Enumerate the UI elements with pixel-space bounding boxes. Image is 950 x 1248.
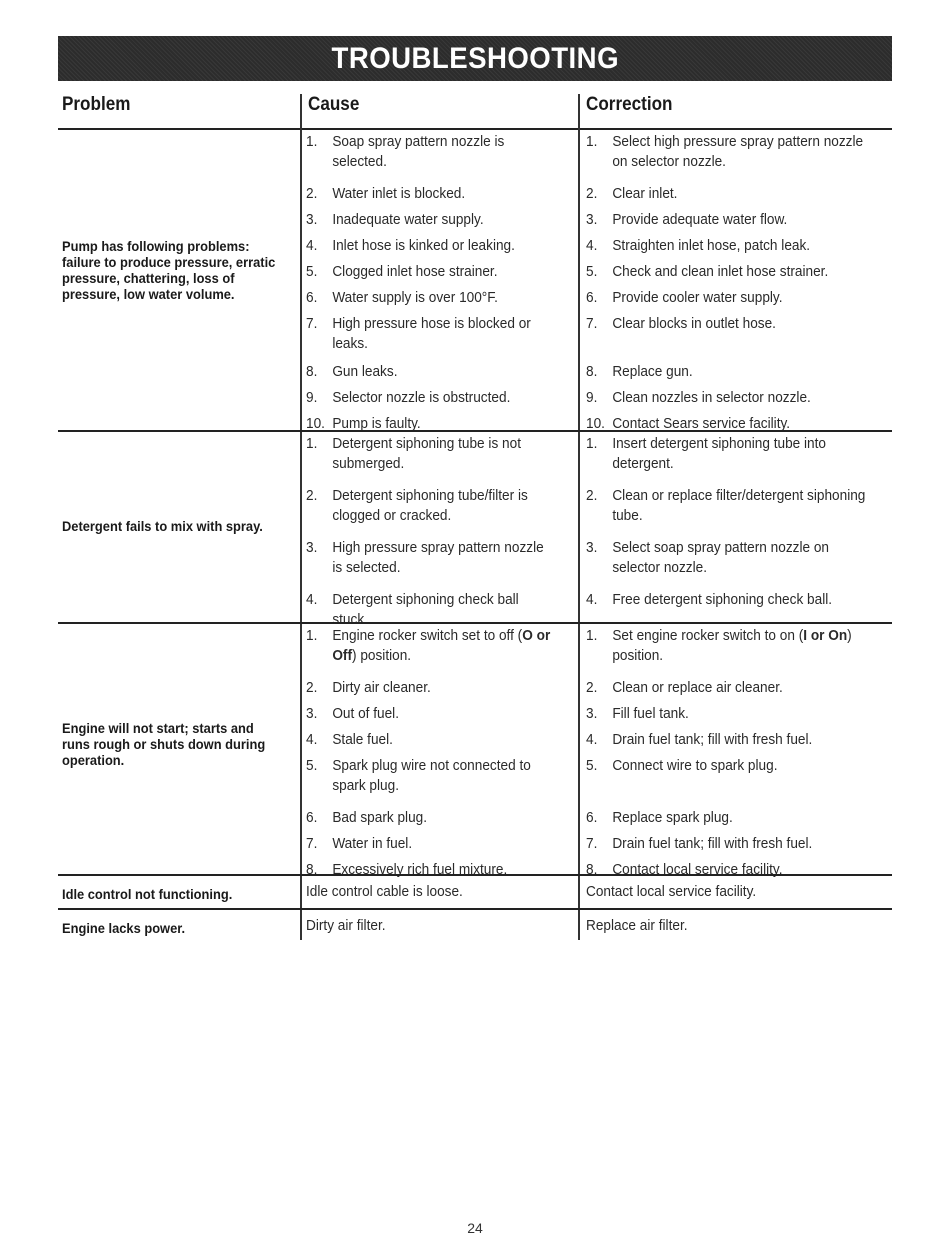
item-number: 1.: [586, 134, 598, 150]
item-number: 8.: [306, 364, 318, 380]
correction-cell: [586, 486, 868, 526]
item-number: 6.: [586, 810, 598, 826]
correction-text: Clean nozzles in selector nozzle.: [612, 390, 811, 406]
item-number: 8.: [306, 862, 318, 878]
correction-cell: [586, 236, 868, 256]
problem-group: [58, 908, 892, 946]
item-number: 1.: [306, 436, 318, 452]
correction-text: Provide cooler water supply.: [612, 290, 783, 306]
item-number: 3.: [306, 706, 318, 722]
item-number: 3.: [306, 212, 318, 228]
cause-cell: [306, 882, 552, 902]
correction-text: Drain fuel tank; fill with fresh fuel.: [612, 732, 813, 748]
correction-cell: [586, 678, 868, 698]
cause-cell: [306, 434, 552, 474]
correction-cell: [586, 626, 868, 666]
cause-text: Soap spray pattern nozzle is selected.: [332, 134, 505, 170]
cause-cell: [306, 486, 552, 526]
correction-text: Select high pressure spray pattern nozzle on selector nozzle.: [612, 134, 864, 170]
item-number: 7.: [586, 836, 598, 852]
correction-cell: [586, 538, 868, 578]
correction-cell: [586, 730, 868, 750]
cause-text: Inadequate water supply.: [332, 212, 484, 228]
cause-cell: [306, 730, 552, 750]
correction-text: [612, 626, 868, 666]
item-number: 2.: [586, 186, 598, 202]
item-number: 4.: [306, 238, 318, 254]
item-number: 9.: [306, 390, 318, 406]
item-number: 3.: [586, 540, 598, 556]
correction-text: Clean or replace air cleaner.: [612, 680, 783, 696]
problem-text: Pump has following problems: failure to produce pressure, erratic pressure, chattering, loss of pressure, low water volume.: [62, 238, 276, 302]
correction-cell: [586, 590, 868, 610]
cause-text: Pump is faulty.: [332, 416, 421, 432]
correction-text: Clear blocks in outlet hose.: [612, 316, 776, 332]
cause-text: Idle control cable is loose.: [306, 884, 463, 900]
correction-cell: [586, 704, 868, 724]
text-segment: Set engine rocker switch to on (: [612, 628, 804, 644]
cause-text: Gun leaks.: [332, 364, 398, 380]
correction-text: Clean or replace filter/detergent siphoning tube.: [612, 488, 866, 524]
correction-cell: [586, 756, 868, 776]
item-number: 5.: [586, 264, 598, 280]
cause-cell: [306, 132, 552, 172]
item-number: 8.: [586, 862, 598, 878]
item-number: 10.: [586, 416, 605, 432]
cause-text: Water supply is over 100°F.: [332, 290, 498, 306]
correction-text: Free detergent siphoning check ball.: [612, 592, 833, 608]
correction-cell: [586, 288, 868, 308]
item-number: 2.: [586, 680, 598, 696]
cause-cell: [306, 916, 552, 936]
item-number: 1.: [306, 628, 318, 644]
item-number: 6.: [306, 810, 318, 826]
correction-cell: [586, 916, 868, 936]
item-number: 5.: [306, 758, 318, 774]
correction-cell: [586, 132, 868, 172]
cause-cell: [306, 288, 552, 308]
cause-text: Water inlet is blocked.: [332, 186, 466, 202]
switch-position-label: O or Off: [332, 628, 551, 664]
item-number: 3.: [306, 540, 318, 556]
cause-cell: [306, 756, 552, 796]
cause-text: Clogged inlet hose strainer.: [332, 264, 498, 280]
item-number: 4.: [306, 732, 318, 748]
cause-cell: [306, 236, 552, 256]
item-number: 1.: [586, 628, 598, 644]
item-number: 6.: [306, 290, 318, 306]
page-number: 24: [467, 1220, 483, 1236]
correction-text: Clear inlet.: [612, 186, 678, 202]
cause-text: Detergent siphoning tube is not submerged.: [332, 436, 522, 472]
cause-cell: [306, 704, 552, 724]
item-number: 1.: [586, 436, 598, 452]
cause-text: Dirty air filter.: [306, 918, 386, 934]
correction-text: Replace air filter.: [586, 918, 688, 934]
item-number: 5.: [586, 758, 598, 774]
cause-cell: [306, 834, 552, 854]
item-number: 4.: [586, 238, 598, 254]
switch-position-label: I or On: [803, 628, 848, 644]
correction-cell: [586, 314, 868, 334]
item-number: 3.: [586, 212, 598, 228]
correction-text: Straighten inlet hose, patch leak.: [612, 238, 811, 254]
item-number: 8.: [586, 364, 598, 380]
correction-text: Contact Sears service facility.: [612, 416, 791, 432]
cause-cell: [306, 262, 552, 282]
problem-group: [58, 130, 892, 430]
problem-text: Idle control not functioning.: [62, 886, 233, 902]
cause-cell: [306, 184, 552, 204]
item-number: 10.: [306, 416, 325, 432]
correction-cell: [586, 184, 868, 204]
text-segment: ) position.: [612, 628, 852, 664]
correction-cell: [586, 808, 868, 828]
item-number: 7.: [306, 316, 318, 332]
table-header: [58, 94, 892, 130]
header-correction: Correction: [586, 94, 673, 115]
cause-text: Inlet hose is kinked or leaking.: [332, 238, 515, 254]
problem-group: [58, 622, 892, 878]
correction-text: Insert detergent siphoning tube into detergent.: [612, 436, 827, 472]
cause-text: Out of fuel.: [332, 706, 400, 722]
cause-text: Stale fuel.: [332, 732, 393, 748]
cause-text: Selector nozzle is obstructed.: [332, 390, 511, 406]
item-number: 2.: [586, 488, 598, 504]
cause-cell: [306, 314, 552, 354]
cause-text: Excessively rich fuel mixture.: [332, 862, 508, 878]
item-number: 6.: [586, 290, 598, 306]
correction-text: Connect wire to spark plug.: [612, 758, 778, 774]
cause-cell: [306, 808, 552, 828]
cause-cell: [306, 210, 552, 230]
problem-text: Engine lacks power.: [62, 920, 186, 936]
correction-text: Select soap spray pattern nozzle on selector nozzle.: [612, 540, 830, 576]
cause-text: Water in fuel.: [332, 836, 413, 852]
item-number: 2.: [306, 186, 318, 202]
cause-text: Dirty air cleaner.: [332, 680, 431, 696]
item-number: 4.: [586, 732, 598, 748]
correction-text: Contact local service facility.: [612, 862, 783, 878]
correction-cell: [586, 834, 868, 854]
problem-text: Detergent fails to mix with spray.: [62, 518, 263, 534]
item-number: 7.: [586, 316, 598, 332]
header-problem: Problem: [62, 94, 131, 115]
cause-text: Bad spark plug.: [332, 810, 428, 826]
correction-text: Check and clean inlet hose strainer.: [612, 264, 829, 280]
cause-cell: [306, 362, 552, 382]
cause-cell: [306, 538, 552, 578]
correction-cell: [586, 882, 868, 902]
cause-cell: [306, 626, 552, 666]
cause-text: [332, 626, 552, 666]
cause-text: High pressure hose is blocked or leaks.: [332, 316, 531, 352]
page-title: TROUBLESHOOTING: [331, 41, 619, 75]
item-number: 2.: [306, 680, 318, 696]
correction-text: Drain fuel tank; fill with fresh fuel.: [612, 836, 813, 852]
correction-text: Replace spark plug.: [612, 810, 733, 826]
cause-text: Detergent siphoning check ball stuck.: [332, 592, 519, 628]
troubleshooting-table: [58, 130, 892, 946]
problem-group: [58, 430, 892, 628]
title-banner: [58, 36, 892, 81]
cause-text: Detergent siphoning tube/filter is clogged or cracked.: [332, 488, 528, 524]
header-cause: Cause: [308, 94, 360, 115]
cause-text: Spark plug wire not connected to spark plug.: [332, 758, 531, 794]
correction-text: Provide adequate water flow.: [612, 212, 788, 228]
item-number: 7.: [306, 836, 318, 852]
item-number: 5.: [306, 264, 318, 280]
correction-cell: [586, 362, 868, 382]
problem-group: [58, 874, 892, 908]
correction-text: Replace gun.: [612, 364, 693, 380]
correction-cell: [586, 262, 868, 282]
item-number: 4.: [306, 592, 318, 608]
item-number: 2.: [306, 488, 318, 504]
correction-cell: [586, 434, 868, 474]
text-segment: Engine rocker switch set to off (: [332, 628, 523, 644]
text-segment: ) position.: [352, 648, 412, 664]
item-number: 1.: [306, 134, 318, 150]
item-number: 9.: [586, 390, 598, 406]
item-number: 3.: [586, 706, 598, 722]
correction-cell: [586, 388, 868, 408]
correction-text: Fill fuel tank.: [612, 706, 689, 722]
item-number: 4.: [586, 592, 598, 608]
problem-text: Engine will not start; starts and runs rough or shuts down during operation.: [62, 720, 266, 768]
cause-text: High pressure spray pattern nozzle is selected.: [332, 540, 544, 576]
correction-cell: [586, 210, 868, 230]
correction-text: Contact local service facility.: [586, 884, 757, 900]
cause-cell: [306, 388, 552, 408]
cause-cell: [306, 678, 552, 698]
